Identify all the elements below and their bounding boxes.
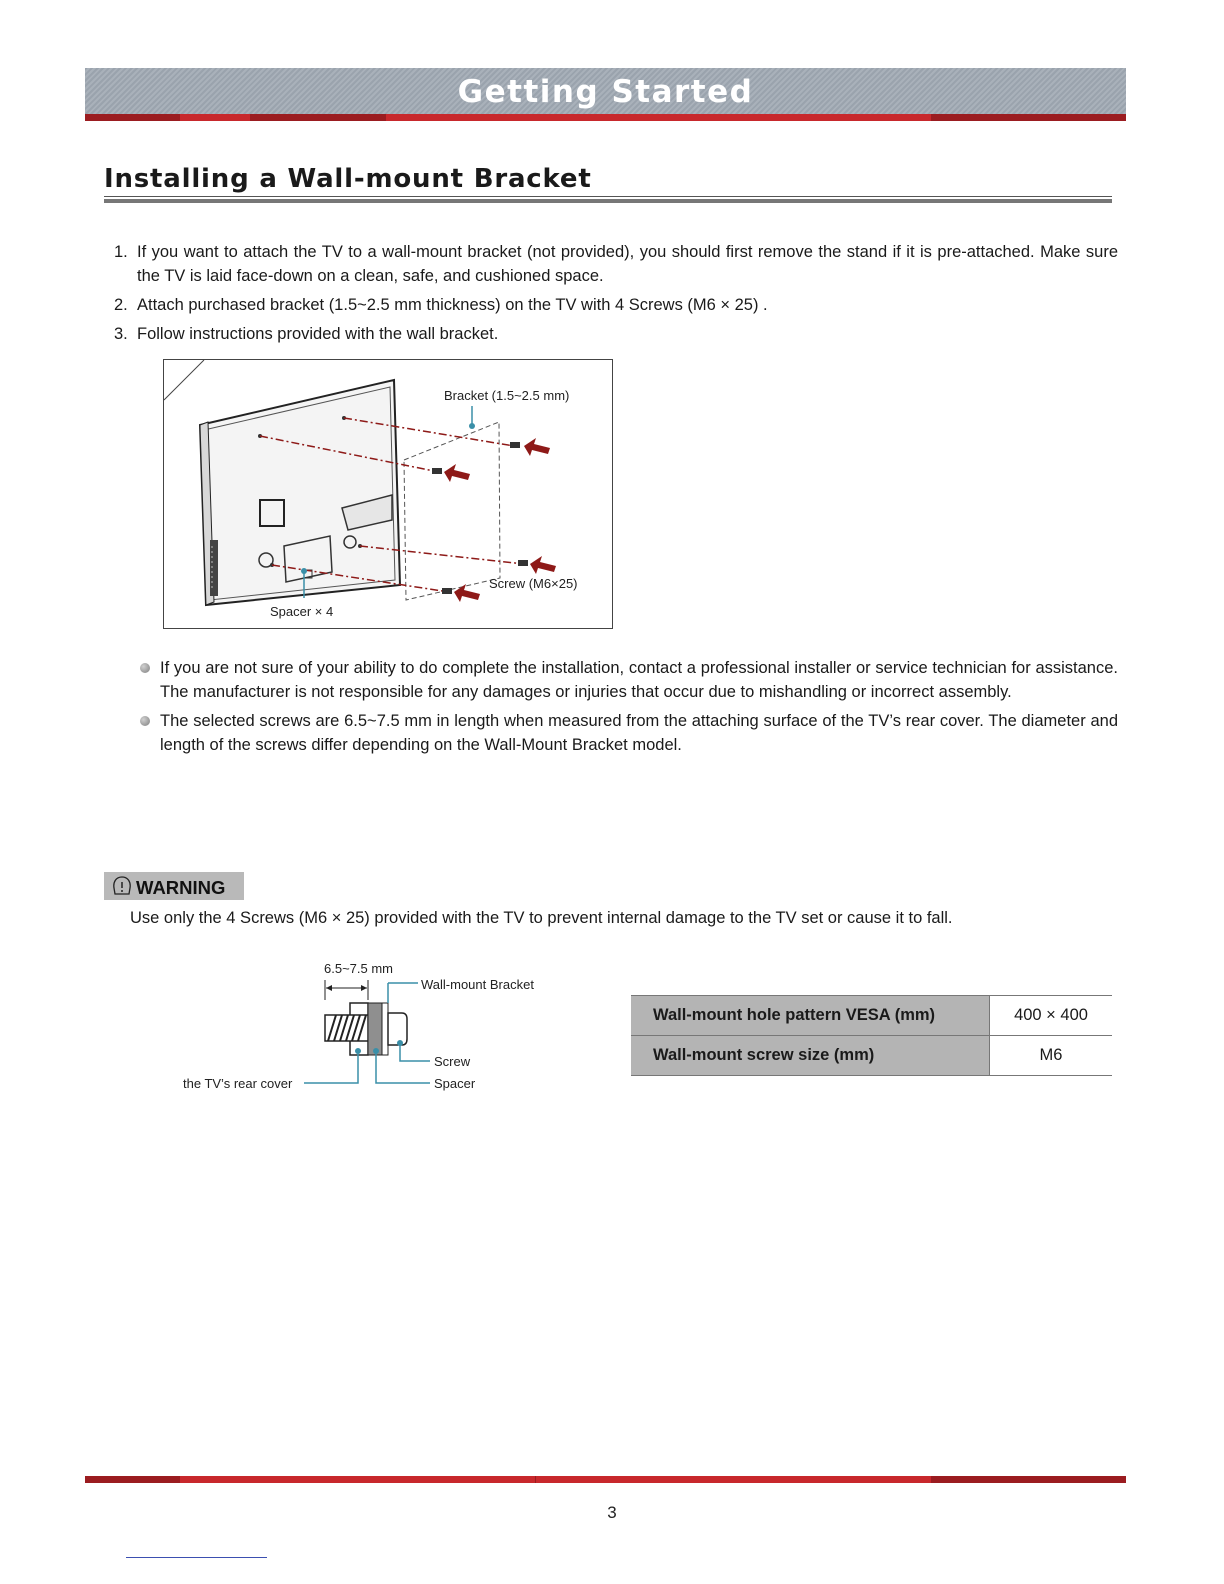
step-number: 3. <box>114 325 128 343</box>
spacer-label: Spacer <box>434 1076 476 1091</box>
table-row <box>631 1036 1112 1076</box>
rear-cover-label: the TV’s rear cover <box>183 1076 293 1091</box>
header-accent-strip <box>85 114 1126 121</box>
screw-length-label: 6.5~7.5 mm <box>324 961 394 976</box>
step-text: If you want to attach the TV to a wall-mount bracket (not provided), you should first remove the stand if it is pre-attached. Make sure the TV is laid face-down on a clean, safe, and cushioned space. <box>137 243 1118 285</box>
step-item <box>114 240 1118 288</box>
step-text: Follow instructions provided with the wall bracket. <box>137 325 499 343</box>
footer-link-line <box>126 1557 267 1558</box>
screw-cross-section <box>170 955 570 1100</box>
note-item <box>138 656 1118 704</box>
title-rule-thick <box>104 199 1112 203</box>
warning-text: Use only the 4 Screws (M6 × 25) provided with the TV to prevent internal damage to the TV set or cause it to fall. <box>130 909 953 927</box>
step-text: Attach purchased bracket (1.5~2.5 mm thickness) on the TV with 4 Screws (M6 × 25) . <box>137 296 768 314</box>
spec-value: 400 × 400 <box>990 996 1113 1036</box>
installation-notes <box>138 656 1118 762</box>
installation-steps <box>114 240 1118 351</box>
warning-badge <box>104 872 244 900</box>
warning-label: WARNING <box>136 877 226 898</box>
step-number: 1. <box>114 243 128 261</box>
footer-accent-strip <box>85 1476 1126 1483</box>
step-item <box>114 322 1118 346</box>
screw-label: Screw <box>434 1054 471 1069</box>
wall-mount-bracket-label: Wall-mount Bracket <box>421 977 534 992</box>
header-bar <box>85 68 1126 114</box>
page-header-title: Getting Started <box>457 74 754 110</box>
bullet-icon <box>140 663 150 673</box>
spec-value: M6 <box>990 1036 1113 1076</box>
note-text: If you are not sure of your ability to do complete the installation, contact a professional installer or service technician for assistance. The manufacturer is not responsible for any damages or injuries that occur due to mishandling or incorrect assembly. <box>160 659 1118 701</box>
spec-key: Wall-mount hole pattern VESA (mm) <box>631 996 990 1036</box>
spec-key: Wall-mount screw size (mm) <box>631 1036 990 1076</box>
note-item <box>138 709 1118 757</box>
wall-mount-illustration <box>163 359 613 629</box>
page-number: 3 <box>607 1503 617 1522</box>
vesa-spec-table <box>631 995 1112 1076</box>
bracket-label: Bracket (1.5~2.5 mm) <box>444 388 570 403</box>
note-text: The selected screws are 6.5~7.5 mm in length when measured from the attaching surface of the TV’s rear cover. The diameter and length of the screws differ depending on the Wall-Mount Bracket model. <box>160 712 1118 754</box>
warning-icon <box>111 875 133 897</box>
section-title: Installing a Wall-mount Bracket <box>104 164 592 194</box>
spacer-label: Spacer × 4 <box>270 604 334 619</box>
table-row <box>631 996 1112 1036</box>
screw-label: Screw (M6×25) <box>489 576 578 591</box>
bullet-icon <box>140 716 150 726</box>
title-rule <box>104 196 1112 197</box>
step-number: 2. <box>114 296 128 314</box>
step-item <box>114 293 1118 317</box>
